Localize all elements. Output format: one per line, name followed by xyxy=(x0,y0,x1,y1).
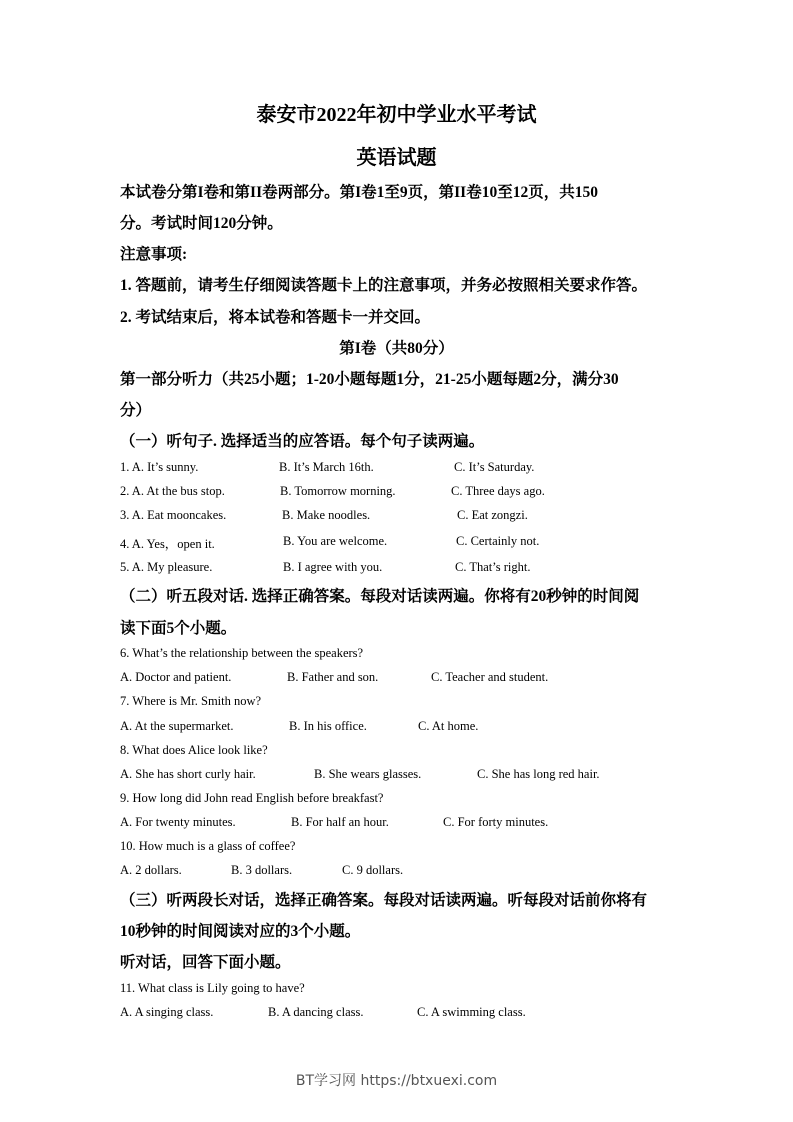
section-line-1: 第一部分听力（共25小题；1-20小题每题1分，21-25小题每题2分，满分30 xyxy=(120,371,619,388)
intro-line-1: 本试卷分第I卷和第II卷两部分。第I卷1至9页，第II卷10至12页，共150 xyxy=(120,184,598,201)
q9-option-b: B. For half an hour. xyxy=(291,815,389,829)
footer-watermark: BT学习网 https://btxuexi.com xyxy=(295,1073,498,1089)
intro-line-2: 分。考试时间120分钟。 xyxy=(120,215,283,232)
q10-stem: 10. How much is a glass of coffee? xyxy=(120,839,296,853)
section-line-2: 分） xyxy=(120,402,152,419)
q7-option-b: B. In his office. xyxy=(289,719,367,733)
q4-option-c: C. Certainly not. xyxy=(456,534,540,548)
q9-option-c: C. For forty minutes. xyxy=(443,815,549,829)
q3-option-c: C. Eat zongzi. xyxy=(457,508,528,522)
q5-option-a: 5. A. My pleasure. xyxy=(120,560,213,574)
sub3-heading-line-1: （三）听两段长对话，选择正确答案。每段对话读两遍。听每段对话前你将有 xyxy=(120,892,648,909)
q11-stem: 11. What class is Lily going to have? xyxy=(120,981,305,995)
q3-option-a: 3. A. Eat mooncakes. xyxy=(120,508,227,522)
notice-item-2: 2. 考试结束后，将本试卷和答题卡一并交回。 xyxy=(120,309,431,326)
volume-heading: 第I卷（共80分） xyxy=(339,340,454,357)
q3-option-b: B. Make noodles. xyxy=(282,508,371,522)
sub3-prompt: 听对话，回答下面小题。 xyxy=(120,954,291,971)
q9-option-a: A. For twenty minutes. xyxy=(120,815,236,829)
q1-option-a: 1. A. It’s sunny. xyxy=(120,460,199,474)
q1-option-c: C. It’s Saturday. xyxy=(454,460,535,474)
q2-option-b: B. Tomorrow morning. xyxy=(280,484,396,498)
q2-option-a: 2. A. At the bus stop. xyxy=(120,484,225,498)
q6-stem: 6. What’s the relationship between the speakers? xyxy=(120,646,364,660)
q4-option-b: B. You are welcome. xyxy=(283,534,388,548)
q8-option-a: A. She has short curly hair. xyxy=(120,767,256,781)
exam-title: 泰安市2022年初中学业水平考试 xyxy=(256,104,537,126)
q10-option-b: B. 3 dollars. xyxy=(231,863,293,877)
q5-option-b: B. I agree with you. xyxy=(283,560,383,574)
q2-option-c: C. Three days ago. xyxy=(451,484,545,498)
q5-option-c: C. That’s right. xyxy=(455,560,531,574)
q9-stem: 9. How long did John read English before breakfast? xyxy=(120,791,384,805)
sub3-heading-line-2: 10秒钟的时间阅读对应的3个小题。 xyxy=(120,923,361,940)
sub2-heading-line-1: （二）听五段对话. 选择正确答案。每段对话读两遍。你将有20秒钟的时间阅 xyxy=(120,588,640,605)
q8-stem: 8. What does Alice look like? xyxy=(120,743,268,757)
q6-option-c: C. Teacher and student. xyxy=(431,670,549,684)
q7-option-c: C. At home. xyxy=(418,719,479,733)
q7-option-a: A. At the supermarket. xyxy=(120,719,234,733)
sub2-heading-line-2: 读下面5个小题。 xyxy=(120,620,237,637)
q6-option-b: B. Father and son. xyxy=(287,670,379,684)
notice-item-1: 1. 答题前，请考生仔细阅读答题卡上的注意事项，并务必按照相关要求作答。 xyxy=(120,277,648,294)
q11-option-b: B. A dancing class. xyxy=(268,1005,364,1019)
q4-option-a: 4. A. Yes，open it. xyxy=(120,537,215,551)
q6-option-a: A. Doctor and patient. xyxy=(120,670,232,684)
q8-option-c: C. She has long red hair. xyxy=(477,767,600,781)
sub1-heading: （一）听句子. 选择适当的应答语。每个句子读两遍。 xyxy=(120,433,485,450)
q1-option-b: B. It’s March 16th. xyxy=(279,460,374,474)
q11-option-c: C. A swimming class. xyxy=(417,1005,526,1019)
exam-subtitle: 英语试题 xyxy=(356,147,437,169)
q10-option-c: C. 9 dollars. xyxy=(342,863,404,877)
q8-option-b: B. She wears glasses. xyxy=(314,767,422,781)
q7-stem: 7. Where is Mr. Smith now? xyxy=(120,694,262,708)
notice-heading: 注意事项: xyxy=(120,246,188,263)
q11-option-a: A. A singing class. xyxy=(120,1005,214,1019)
q10-option-a: A. 2 dollars. xyxy=(120,863,182,877)
